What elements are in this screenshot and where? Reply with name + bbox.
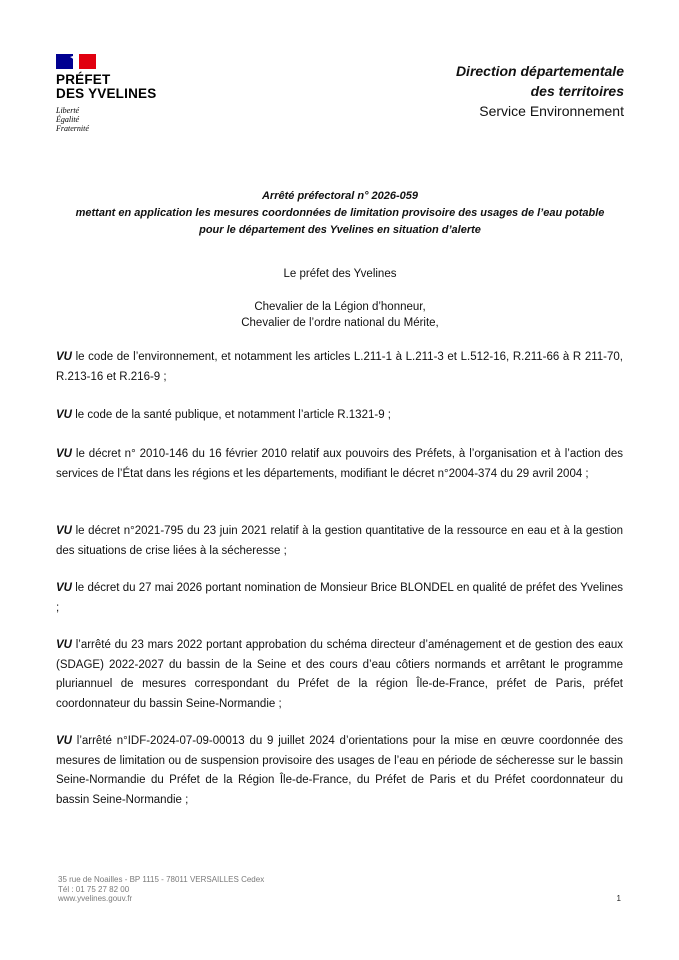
motto-egalite: Égalité	[56, 115, 80, 124]
vu-label: VU	[56, 639, 72, 651]
considerant-text: le code de l’environnement, et notamment les articles L.211-1 à L.211-3 et L.512-16, R.211-66 à R 211-70, R.213-16 et R.216-9 ;	[56, 351, 623, 383]
footer-contact	[58, 875, 264, 904]
vu-label: VU	[56, 525, 72, 537]
considerant-text: l’arrêté du 23 mars 2022 portant approbation du schéma directeur d’aménagement et de gestion des eaux (SDAGE) 2022-2027 du bassin de la Seine et des cours d’eau côtiers normands et arrêtant le programme pluriannuel de mesures correspondant du Préfet de la région Île-de-France, préfet de Paris, préfet coordonnateur du bassin Seine-Normandie ;	[56, 639, 623, 710]
page-number: 1	[616, 894, 621, 903]
considerant-text: le décret du 27 mai 2026 portant nomination de Monsieur Brice BLONDEL en qualité de préfet des Yvelines ;	[56, 582, 623, 614]
vu-label: VU	[56, 448, 72, 460]
considerant-text: le décret n° 2010-146 du 16 février 2010 relatif aux pouvoirs des Préfets, à l’organisation et à l’action des services de l’État dans les régions et les départements, modifiant le décret n°2004-374 du 29 avril 2004 ;	[56, 448, 624, 480]
considerant-6	[56, 636, 623, 714]
considerant-4	[56, 522, 623, 561]
header-line2: des territoires	[530, 83, 624, 99]
logo-motto	[56, 106, 156, 133]
title-line2: mettant en application les mesures coordonnées de limitation provisoire des usages de l’eau potable	[75, 207, 605, 219]
footer-address: 35 rue de Noailles - BP 1115 - 78011 VERSAILLES Cedex	[58, 875, 265, 884]
considerant-5	[56, 579, 623, 618]
honours	[40, 299, 640, 331]
vu-label: VU	[56, 351, 72, 363]
considerant-text: le code de la santé publique, et notamment l’article R.1321-9 ;	[75, 409, 391, 421]
logo-title	[56, 73, 156, 101]
issuing-service	[456, 61, 624, 121]
considerant-1	[56, 348, 623, 387]
header-line1: Direction départementale	[455, 63, 624, 79]
title-line1: Arrêté préfectoral n° 2026-059	[261, 190, 419, 202]
considerant-text: le décret n°2021-795 du 23 juin 2021 relatif à la gestion quantitative de la ressource en eau et à la gestion des situations de crise liées à la sécheresse ;	[56, 525, 623, 557]
prefet-logo	[56, 54, 156, 133]
considerant-3	[56, 445, 623, 484]
document-title	[40, 188, 640, 239]
header-line3: Service Environnement	[479, 103, 624, 119]
considerant-text: l’arrêté n°IDF-2024-07-09-00013 du 9 juillet 2024 d’orientations pour la mise en œuvre coordonnée des mesures de limitation ou de suspension provisoire des usages de l’eau en période de sécheresse sur le bassin Seine-Normandie du Préfet de la Région Île-de-France, du Préfet de Paris et du Préfet coordonnateur du bassin Seine-Normandie ;	[56, 735, 623, 806]
honour-line1: Chevalier de la Légion d’honneur,	[254, 301, 426, 313]
logo-line1: PRÉFET	[56, 72, 111, 87]
marianne-flag-icon	[56, 54, 96, 69]
title-line3: pour le département des Yvelines en situation d’alerte	[199, 224, 481, 236]
prefet-heading: Le préfet des Yvelines	[283, 268, 397, 280]
vu-label: VU	[56, 409, 72, 421]
vu-label: VU	[56, 582, 72, 594]
footer-website[interactable]: www.yvelines.gouv.fr	[58, 894, 133, 903]
logo-line2: DES YVELINES	[56, 86, 157, 101]
motto-fraternite: Fraternité	[56, 124, 89, 133]
motto-liberte: Liberté	[56, 106, 80, 115]
vu-label: VU	[56, 735, 72, 747]
considerant-7	[56, 732, 623, 810]
considerant-2	[56, 406, 623, 426]
footer-phone: Tél : 01 75 27 82 00	[58, 884, 130, 894]
honour-line2: Chevalier de l’ordre national du Mérite,	[241, 317, 439, 329]
